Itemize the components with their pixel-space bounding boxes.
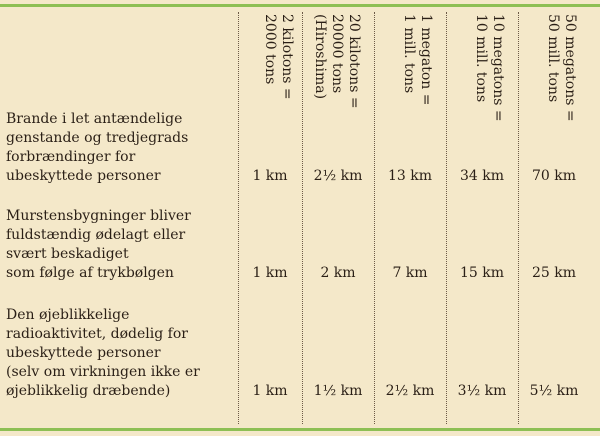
table-cell: 2 km	[320, 265, 356, 281]
table-cell: 5½ km	[529, 383, 579, 399]
table-cell: 1½ km	[313, 383, 363, 399]
column-divider	[238, 12, 239, 424]
row-label-line: radioaktivitet, dødelig for	[6, 326, 188, 342]
top-rule	[0, 4, 600, 7]
column-header-line: 2000 tons	[262, 14, 278, 85]
table-cell: 1 km	[252, 383, 288, 399]
table-cell: 1 km	[252, 168, 288, 184]
column-divider	[446, 12, 447, 424]
row-label-line: forbrændinger for	[6, 149, 136, 165]
column-header-line: 2 kilotons =	[279, 14, 295, 100]
column-header-line: 1 mill. tons	[401, 14, 417, 94]
row-label-line: genstande og tredjegrads	[6, 130, 189, 146]
table-cell: 70 km	[531, 168, 577, 184]
column-header-1-megaton	[382, 14, 434, 164]
row-label-line: Den øjeblikkelige	[6, 307, 130, 323]
column-header-line: 20 kilotons =	[346, 14, 362, 109]
table-cell: 2½ km	[385, 383, 435, 399]
table-cell: 1 km	[252, 265, 288, 281]
column-header-20-kilotons	[310, 14, 362, 164]
column-header-line: 50 megatons =	[562, 14, 578, 122]
table-cell: 34 km	[459, 168, 505, 184]
column-header-line: 10 megatons =	[490, 14, 506, 122]
row-label-blast	[6, 207, 238, 283]
row-label-radiation	[6, 306, 238, 401]
column-header-2-kilotons	[243, 14, 295, 164]
column-divider	[302, 12, 303, 424]
row-label-line: øjeblikkelig dræbende)	[6, 383, 171, 399]
row-label-line: svært beskadiget	[6, 246, 129, 262]
row-label-line: fuldstændig ødelagt eller	[6, 227, 186, 243]
column-header-line: 1 megaton =	[418, 14, 434, 106]
column-header-line: 20000 tons	[329, 14, 345, 94]
row-label-burns	[6, 110, 238, 186]
column-header-line: 10 mill. tons	[473, 14, 489, 103]
bottom-rule	[0, 428, 600, 431]
row-label-line: ubeskyttede personer	[6, 168, 161, 184]
table-cell: 13 km	[387, 168, 433, 184]
column-divider	[518, 12, 519, 424]
row-label-line: ubeskyttede personer	[6, 345, 161, 361]
column-header-line: 50 mill. tons	[545, 14, 561, 103]
row-label-line: (selv om virkningen ikke er	[6, 364, 200, 380]
table-cell: 7 km	[392, 265, 428, 281]
column-header-line: (Hiroshima)	[312, 14, 328, 100]
table-cell: 3½ km	[457, 383, 507, 399]
table-cell: 15 km	[459, 265, 505, 281]
table-cell: 2½ km	[313, 168, 363, 184]
column-header-50-megatons	[526, 14, 578, 164]
row-label-line: Murstensbygninger bliver	[6, 208, 191, 224]
row-label-line: Brande i let antændelige	[6, 111, 183, 127]
column-divider	[374, 12, 375, 424]
row-label-line: som følge af trykbølgen	[6, 265, 174, 281]
column-header-10-megatons	[454, 14, 506, 164]
table-cell: 25 km	[531, 265, 577, 281]
